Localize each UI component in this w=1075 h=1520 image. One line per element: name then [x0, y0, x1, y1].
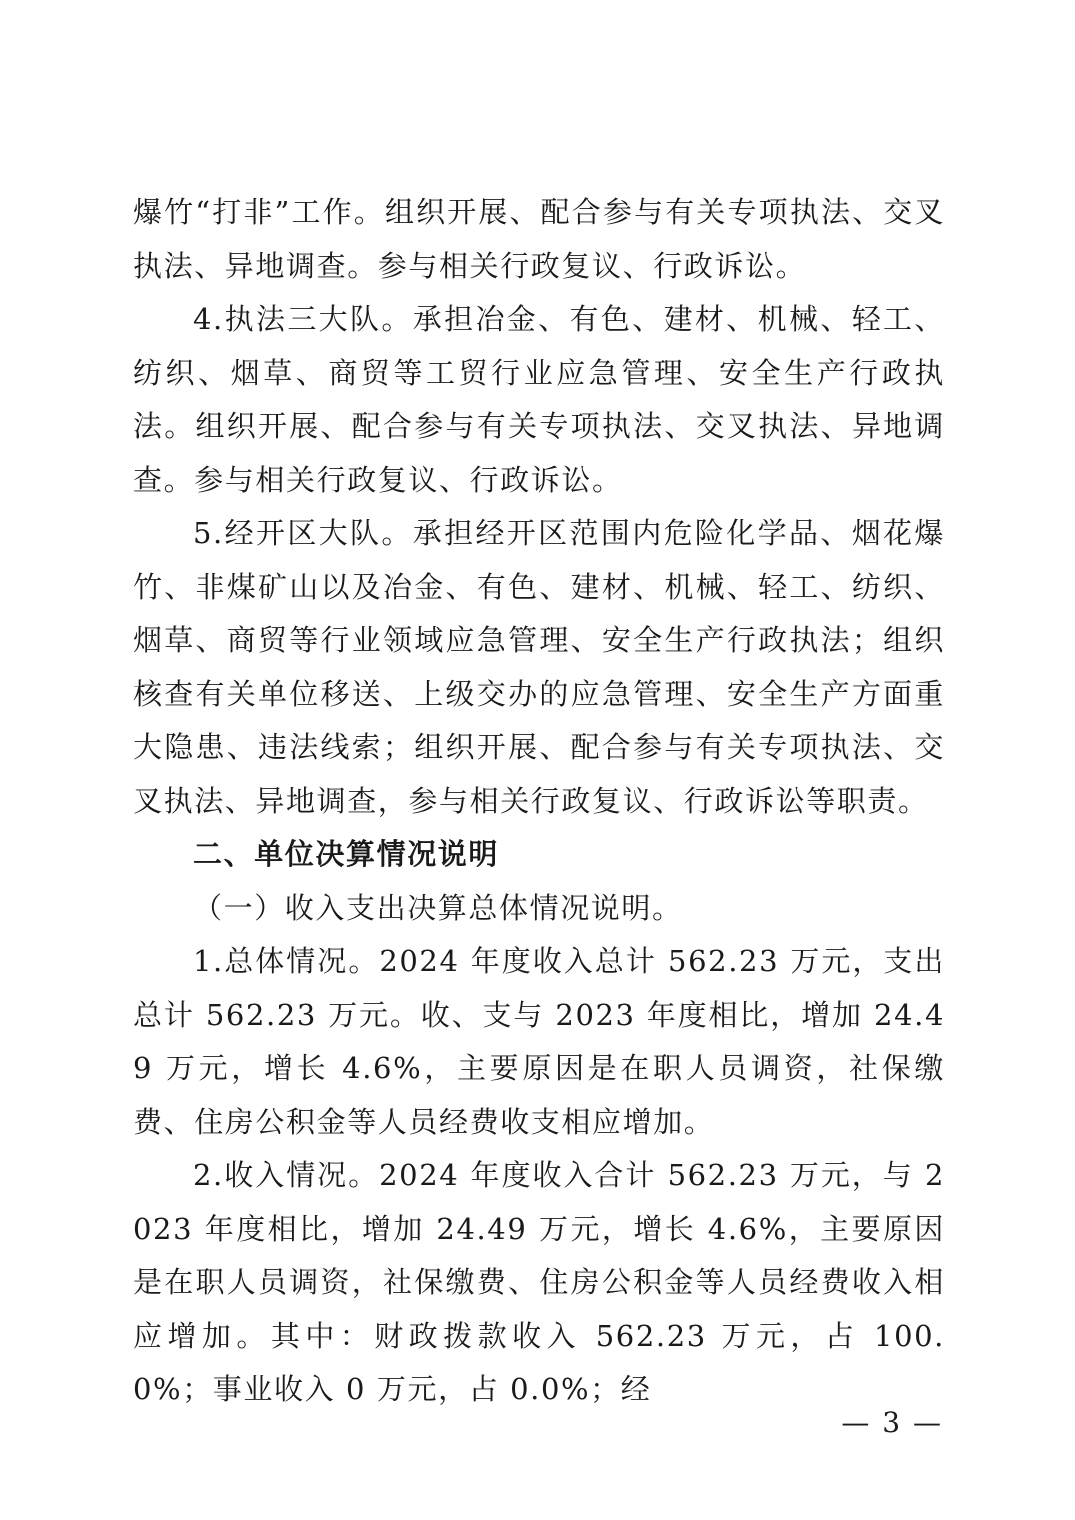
section-heading: 二、单位决算情况说明 — [193, 837, 500, 871]
paragraph-income-situation: 2.收入情况。2024 年度收入合计 562.23 万元，与 2023 年度相比，增加 24.49 万元，增长 4.6%，主要原因是在职人员调资，社保缴费、住房公积金等人员经费收入相应增加。其中：财政拨款收入 562.23 万元，占 100.0%；事业收入 0 万元，占 0.0%；经 — [133, 1158, 945, 1406]
page-number: — 3 — — [841, 1406, 943, 1439]
paragraph-overall-situation: 1.总体情况。2024 年度收入总计 562.23 万元，支出总计 562.23 万元。收、支与 2023 年度相比，增加 24.49 万元，增长 4.6%，主要原因是在职人员调资，社保缴费、住房公积金等人员经费收支相应增加。 — [133, 944, 945, 1139]
document-body — [133, 186, 945, 1417]
paragraph-continuation: 爆竹“打非”工作。组织开展、配合参与有关专项执法、交叉执法、异地调查。参与相关行政复议、行政诉讼。 — [133, 195, 945, 283]
paragraph-enforcement-third-brigade: 4.执法三大队。承担冶金、有色、建材、机械、轻工、纺织、烟草、商贸等工贸行业应急管理、安全生产行政执法。组织开展、配合参与有关专项执法、交叉执法、异地调查。参与相关行政复议、行政诉讼。 — [133, 302, 945, 497]
subsection-heading: （一）收入支出决算总体情况说明。 — [193, 890, 683, 925]
paragraph-development-zone-brigade: 5.经开区大队。承担经开区范围内危险化学品、烟花爆竹、非煤矿山以及冶金、有色、建材、机械、轻工、纺织、烟草、商贸等行业领域应急管理、安全生产行政执法；组织核查有关单位移送、上级交办的应急管理、安全生产方面重大隐患、违法线索；组织开展、配合参与有关专项执法、交叉执法、异地调查，参与相关行政复议、行政诉讼等职责。 — [133, 516, 945, 818]
